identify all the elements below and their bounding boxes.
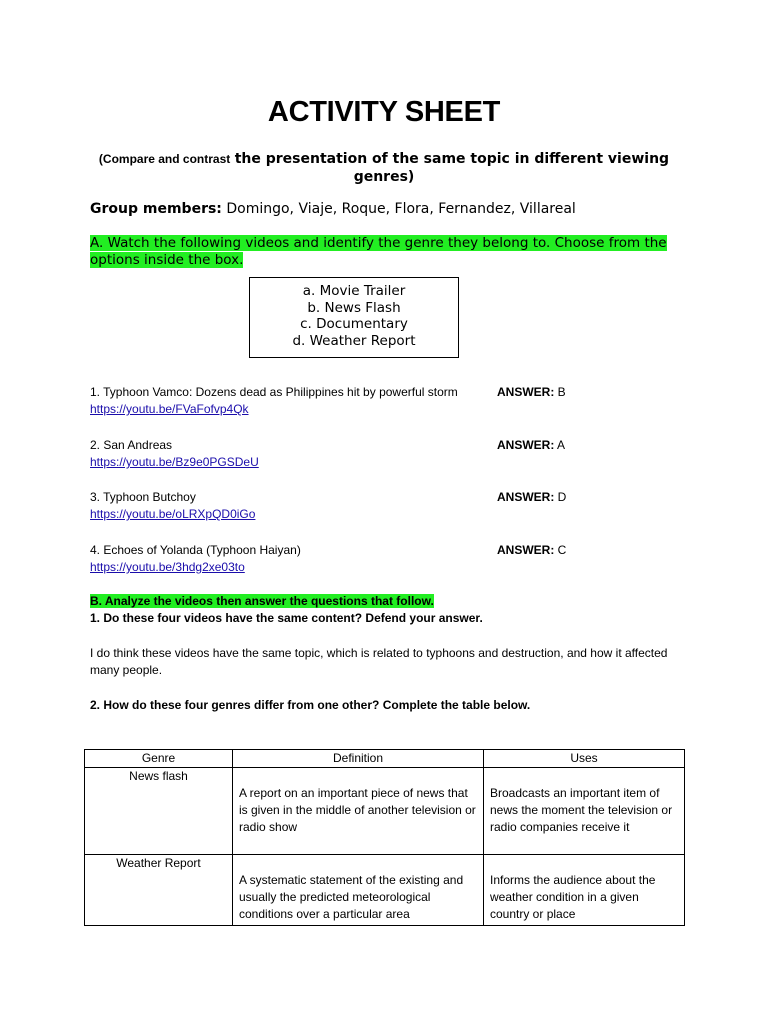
answer-value: A xyxy=(557,438,566,452)
genre-options-box xyxy=(249,277,459,358)
section-b-heading xyxy=(90,593,434,610)
answer-value: C xyxy=(557,543,567,557)
option-item: d. Weather Report xyxy=(292,332,416,349)
video-link[interactable]: https://youtu.be/FVaFofvp4Qk xyxy=(90,402,249,416)
uses-cell: Broadcasts an important item of news the moment the television or radio companies receive it xyxy=(484,768,685,855)
column-header-uses: Uses xyxy=(484,750,685,768)
subtitle xyxy=(96,150,672,186)
video-item-1 xyxy=(90,384,458,418)
table-header-row xyxy=(85,750,685,768)
genre-cell: News flash xyxy=(85,768,233,855)
section-a-instruction xyxy=(90,235,680,269)
option-item: a. Movie Trailer xyxy=(302,283,406,299)
answer-4 xyxy=(497,543,566,557)
column-header-definition: Definition xyxy=(233,750,484,768)
genre-comparison-table xyxy=(84,749,685,926)
option-item: b. News Flash xyxy=(307,299,401,316)
video-title: 3. Typhoon Butchoy xyxy=(90,490,196,504)
question-2: 2. How do these four genres differ from one other? Complete the table below. xyxy=(90,698,531,712)
question-1: 1. Do these four videos have the same content? Defend your answer. xyxy=(90,611,483,625)
answer-3 xyxy=(497,490,566,504)
video-link[interactable]: https://youtu.be/Bz9e0PGSDeU xyxy=(90,455,259,469)
group-members xyxy=(90,201,576,217)
uses-cell: Informs the audience about the weather condition in a given country or place xyxy=(484,855,685,926)
video-title: 1. Typhoon Vamco: Dozens dead as Philippines hit by powerful storm xyxy=(90,385,458,399)
answer-label: ANSWER: xyxy=(497,438,555,452)
subtitle-main: the presentation of the same topic in different viewing genres) xyxy=(234,151,670,185)
video-link[interactable]: https://youtu.be/3hdg2xe03to xyxy=(90,560,245,574)
page-title: ACTIVITY SHEET xyxy=(267,96,501,128)
video-item-3 xyxy=(90,489,255,523)
column-header-genre: Genre xyxy=(85,750,233,768)
definition-cell: A report on an important piece of news that is given in the middle of another television or radio show xyxy=(233,768,484,855)
answer-paragraph-1: I do think these videos have the same topic, which is related to typhoons and destruction, and how it affected many people. xyxy=(90,646,668,677)
subtitle-prefix: (Compare and contrast xyxy=(98,152,231,166)
table-row xyxy=(85,855,685,926)
video-link[interactable]: https://youtu.be/oLRXpQD0iGo xyxy=(90,507,256,521)
video-item-2 xyxy=(90,437,259,471)
answer-label: ANSWER: xyxy=(497,490,555,504)
video-item-4 xyxy=(90,542,301,576)
group-members-label: Group members: xyxy=(90,201,222,217)
group-members-names: Domingo, Viaje, Roque, Flora, Fernandez, Villareal xyxy=(226,201,576,217)
section-b-heading-text: B. Analyze the videos then answer the questions that follow. xyxy=(90,594,434,608)
option-item: c. Documentary xyxy=(300,316,408,332)
video-title: 4. Echoes of Yolanda (Typhoon Haiyan) xyxy=(90,543,301,557)
answer-value: D xyxy=(557,490,567,504)
answer-2 xyxy=(497,438,565,452)
answer-value: B xyxy=(557,385,566,399)
answer-label: ANSWER: xyxy=(497,543,555,557)
genre-cell: Weather Report xyxy=(85,855,233,926)
answer-1 xyxy=(497,385,566,399)
table-row xyxy=(85,768,685,855)
video-title: 2. San Andreas xyxy=(90,438,173,452)
section-a-instruction-text: A. Watch the following videos and identify the genre they belong to. Choose from the options inside the box. xyxy=(90,235,667,268)
definition-cell: A systematic statement of the existing and usually the predicted meteorological conditions over a particular area xyxy=(233,855,484,926)
answer-label: ANSWER: xyxy=(497,385,555,399)
